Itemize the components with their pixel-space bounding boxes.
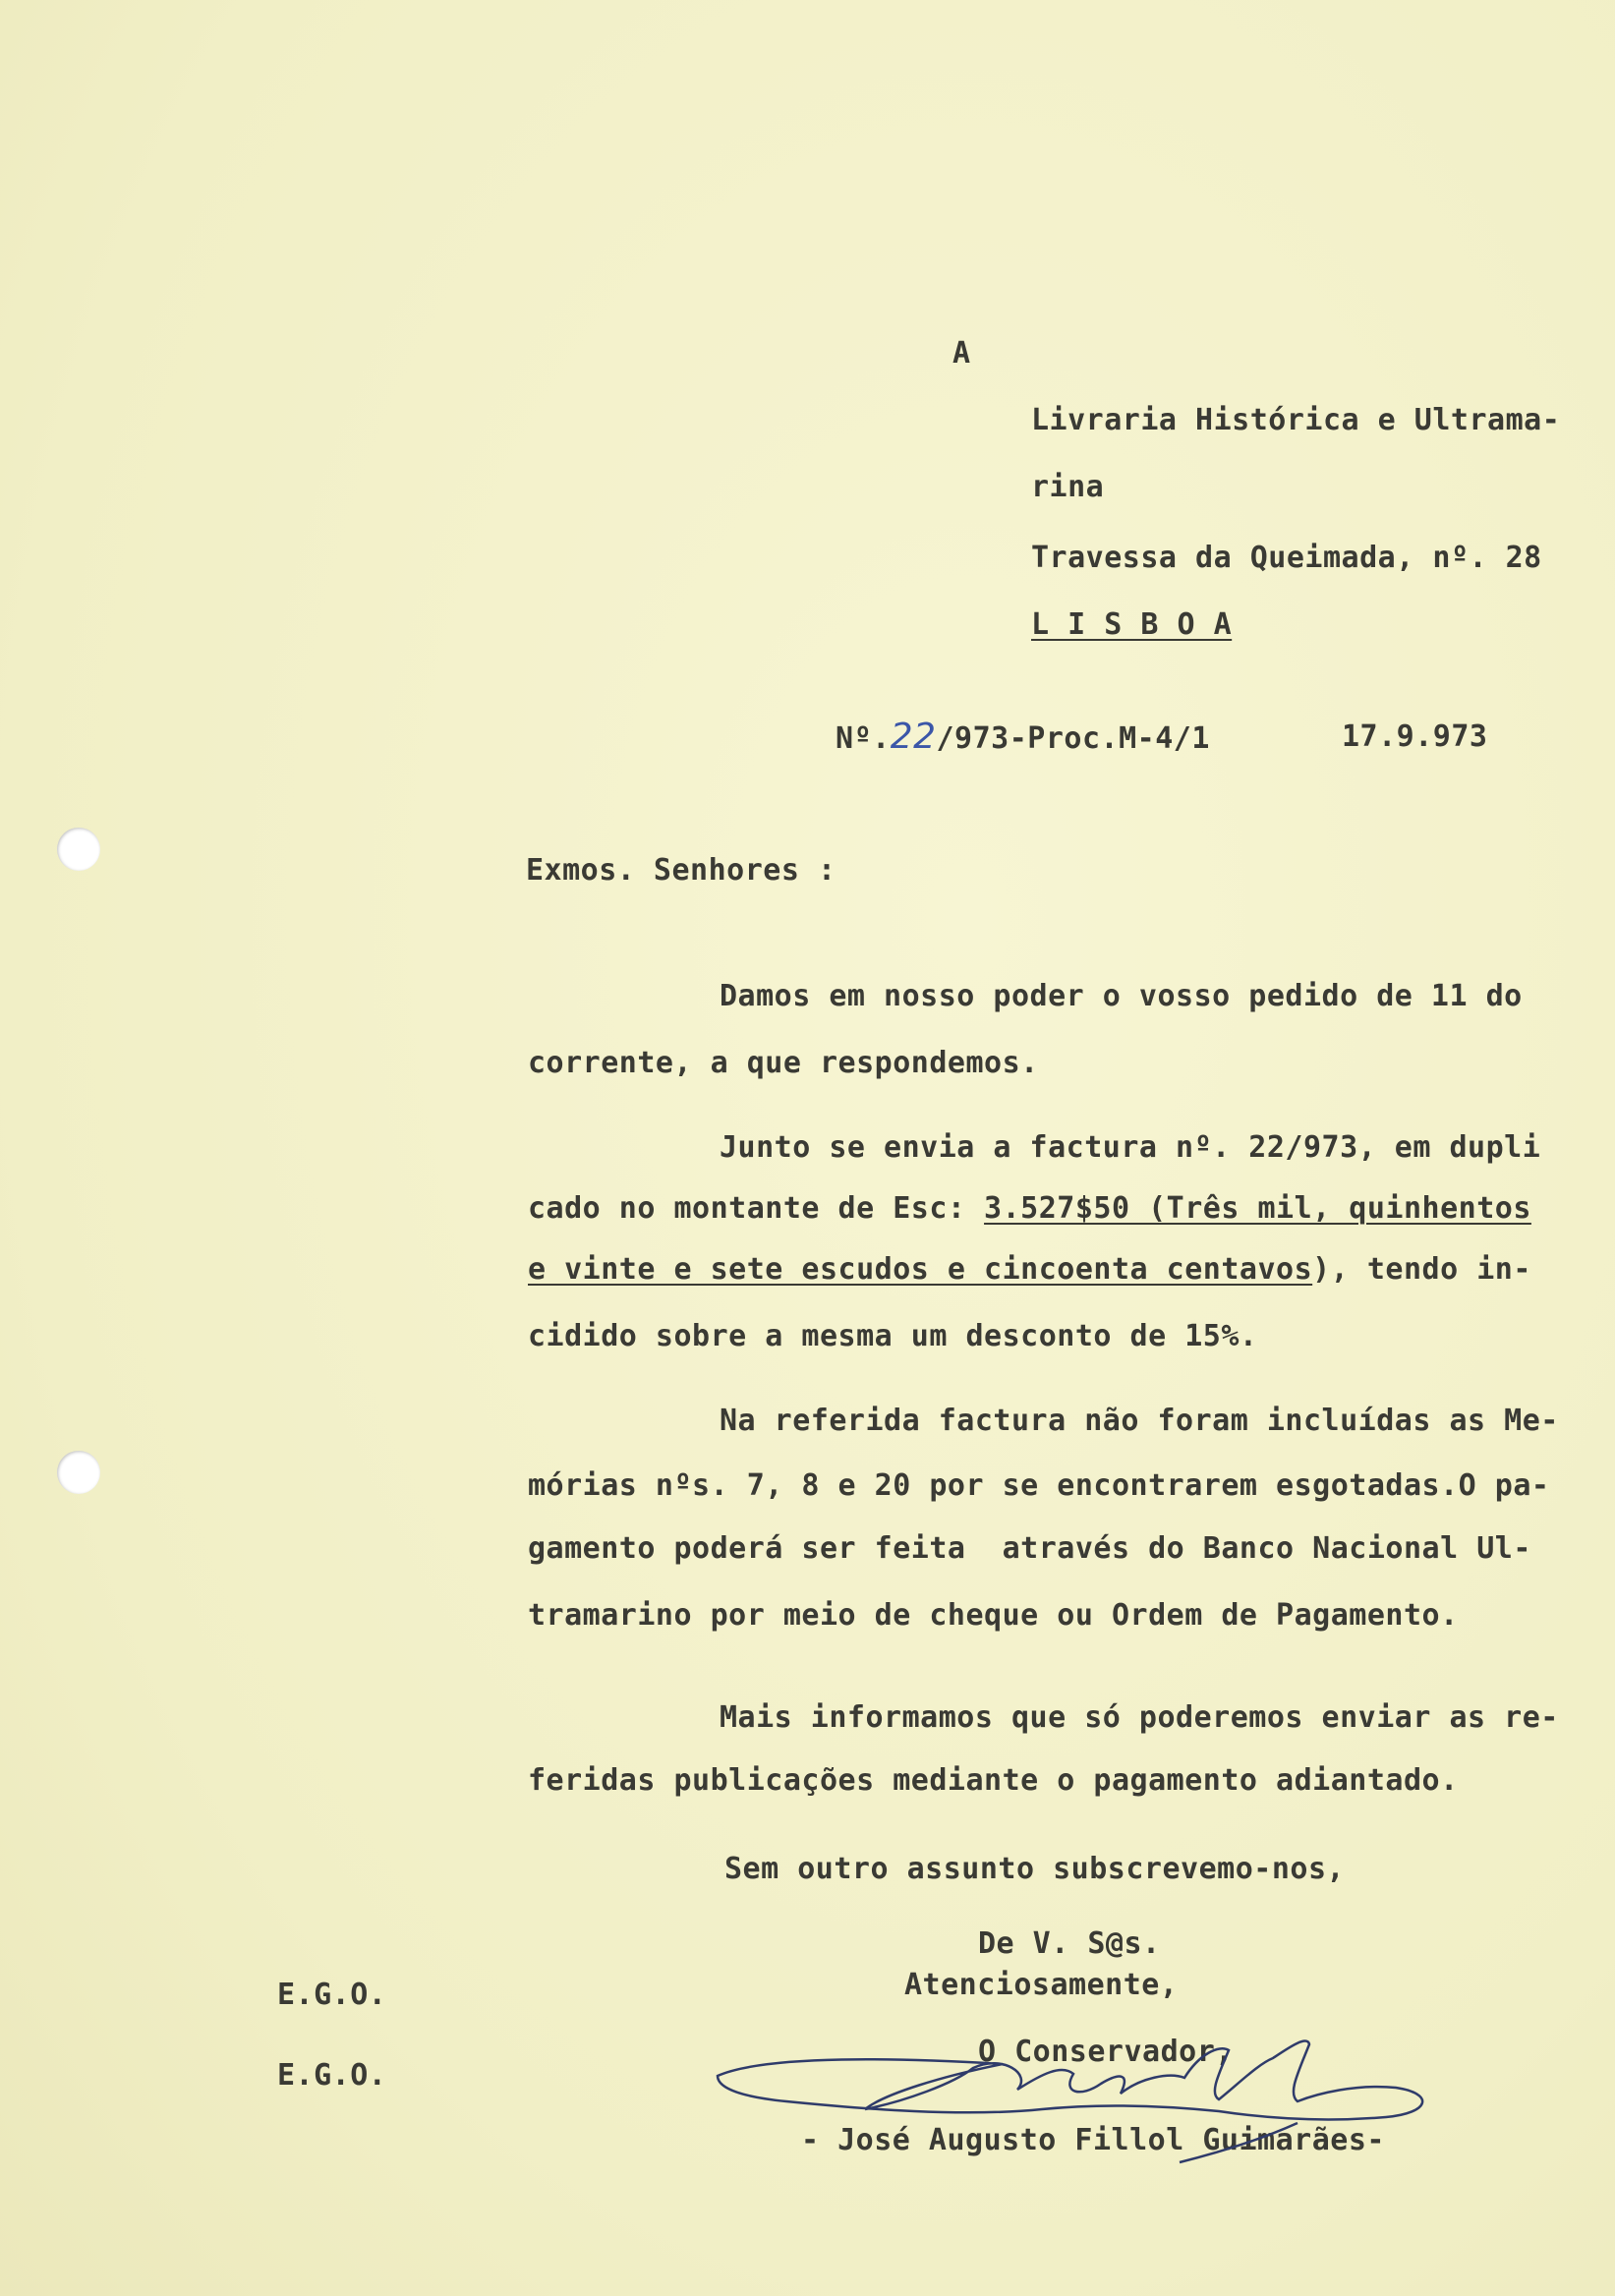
- punch-hole-bottom: [57, 1451, 100, 1494]
- initials-1: E.G.O.: [277, 1978, 387, 2012]
- paragraph-3-line-2: mórias nºs. 7, 8 e 20 por se encontrarem esgotadas.O pa-: [528, 1468, 1550, 1503]
- closing-line-2: Atenciosamente,: [904, 1968, 1179, 2002]
- paragraph-3-line-4: tramarino por meio de cheque ou Ordem de Pagamento.: [528, 1598, 1459, 1633]
- recipient-line-3: Travessa da Queimada, nº. 28: [1031, 541, 1542, 575]
- paragraph-2-line-3-rest: ), tendo in-: [1312, 1252, 1531, 1287]
- paragraph-5-line-1: Sem outro assunto subscrevemo-nos,: [724, 1852, 1346, 1886]
- amount-words: e vinte e sete escudos e cincoenta centavos: [528, 1252, 1313, 1287]
- paragraph-3-line-1: Na referida factura não foram incluídas as Me-: [720, 1404, 1559, 1438]
- recipient-prefix: A: [952, 336, 971, 371]
- paragraph-1-line-2: corrente, a que respondemos.: [528, 1046, 1039, 1080]
- initials-2: E.G.O.: [277, 2058, 387, 2093]
- salutation: Exmos. Senhores :: [526, 853, 836, 888]
- paragraph-2-line-4: cidido sobre a mesma um desconto de 15%.: [528, 1319, 1258, 1353]
- reference-suffix: /973-Proc.M-4/1: [936, 721, 1210, 756]
- amount-value: 3.527$50 (Três mil, quinhentos: [984, 1191, 1531, 1226]
- paragraph-2-line-3: [528, 1252, 1531, 1288]
- signature-scribble-icon: [708, 2015, 1455, 2182]
- paragraph-2-line-1: Junto se envia a factura nº. 22/973, em dupli: [720, 1130, 1541, 1165]
- paragraph-4-line-1: Mais informamos que só poderemos enviar as re-: [720, 1700, 1559, 1735]
- amount-label: cado no montante de Esc:: [528, 1191, 985, 1226]
- reference-line: [836, 719, 1210, 757]
- recipient-line-1: Livraria Histórica e Ultrama-: [1031, 403, 1561, 437]
- paragraph-3-line-3: gamento poderá ser feita através do Banco Nacional Ul-: [528, 1531, 1531, 1566]
- paragraph-1-line-1: Damos em nosso poder o vosso pedido de 11 do: [720, 979, 1523, 1013]
- recipient-line-2: rina: [1031, 470, 1105, 504]
- recipient-city: L I S B O A: [1031, 607, 1233, 642]
- paragraph-4-line-2: feridas publicações mediante o pagamento adiantado.: [528, 1763, 1459, 1798]
- reference-handwritten-number: 22: [890, 717, 937, 757]
- punch-hole-top: [57, 828, 100, 871]
- letter-date: 17.9.973: [1342, 719, 1488, 754]
- paragraph-2-line-2: [528, 1191, 1531, 1227]
- signatory-title: O Conservador,: [978, 2035, 1234, 2069]
- reference-prefix: Nº.: [836, 721, 891, 756]
- closing-line-1: De V. S@s.: [978, 1926, 1161, 1961]
- signatory-name: - José Augusto Fillol Guimarães-: [801, 2123, 1385, 2157]
